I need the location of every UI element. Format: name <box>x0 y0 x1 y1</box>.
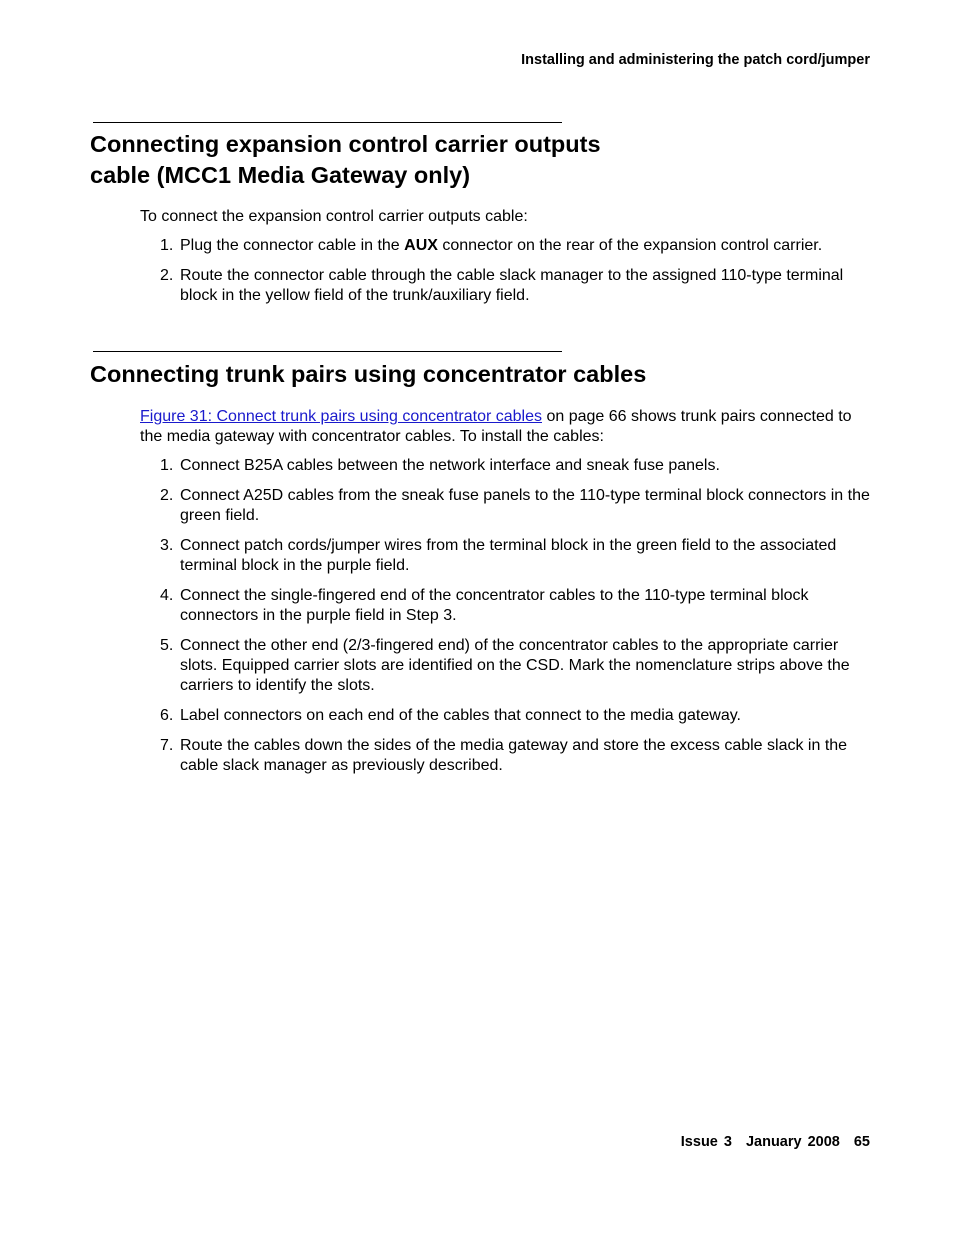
step-number: 1. <box>160 237 174 254</box>
figure-31-link[interactable]: Figure 31: Connect trunk pairs using concentrator cables <box>140 408 542 425</box>
section-body-expansion-control <box>140 207 870 306</box>
aux-connector-term: AUX <box>404 237 438 254</box>
step-text: Plug the connector cable in the AUX connector on the rear of the expansion control carrier. <box>180 237 823 254</box>
step-list <box>140 456 870 776</box>
step-text: Connect patch cords/jumper wires from the terminal block in the green field to the associated terminal block in the purple field. <box>180 537 837 574</box>
list-item <box>140 736 870 776</box>
step-number: 2. <box>160 487 174 504</box>
step-text: Connect the other end (2/3-fingered end) of the concentrator cables to the appropriate carrier slots. Equipped carrier slots are identified on the CSD. Mark the nomenclature strips above the carriers to identify the slots. <box>180 637 850 694</box>
list-item <box>140 456 870 476</box>
section-divider <box>93 351 562 352</box>
list-item <box>140 536 870 576</box>
step-list <box>140 236 870 306</box>
list-item <box>140 486 870 526</box>
section-title-line: cable (MCC1 Media Gateway only) <box>90 162 471 188</box>
step-number: 2. <box>160 267 174 284</box>
section-body-trunk-pairs <box>140 407 870 776</box>
step-number: 3. <box>160 537 174 554</box>
list-item <box>140 706 870 726</box>
issue-label: Issue 3 <box>680 1134 732 1150</box>
section-intro: Figure 31: Connect trunk pairs using concentrator cables on page 66 shows trunk pairs connected to the media gateway with concentrator cables. To install the cables: <box>140 408 852 445</box>
step-number: 5. <box>160 637 174 654</box>
step-text: Connect the single-fingered end of the concentrator cables to the 110-type terminal block connectors in the purple field in Step 3. <box>180 587 809 624</box>
step-number: 1. <box>160 457 174 474</box>
page-number: 65 <box>853 1134 870 1150</box>
list-item <box>140 236 870 256</box>
section-title-expansion-control <box>90 129 601 191</box>
section-title-trunk-pairs: Connecting trunk pairs using concentrator cables <box>90 361 647 387</box>
list-item <box>140 586 870 626</box>
step-number: 6. <box>160 707 174 724</box>
step-number: 7. <box>160 737 174 754</box>
step-text: Connect B25A cables between the network interface and sneak fuse panels. <box>180 457 720 474</box>
section-intro: To connect the expansion control carrier outputs cable: <box>140 208 528 225</box>
issue-date: January 2008 <box>745 1134 840 1150</box>
step-text: Label connectors on each end of the cables that connect to the media gateway. <box>180 707 741 724</box>
running-footer <box>681 1134 870 1150</box>
step-number: 4. <box>160 587 174 604</box>
step-text: Connect A25D cables from the sneak fuse panels to the 110-type terminal block connectors in the green field. <box>180 487 870 524</box>
running-header: Installing and administering the patch cord/jumper <box>521 52 870 68</box>
step-text: Route the connector cable through the cable slack manager to the assigned 110-type terminal block in the yellow field of the trunk/auxiliary field. <box>180 267 844 304</box>
list-item <box>140 266 870 306</box>
list-item <box>140 636 870 696</box>
step-text: Route the cables down the sides of the media gateway and store the excess cable slack in the cable slack manager as previously described. <box>180 737 848 774</box>
section-title-line: Connecting expansion control carrier outputs <box>90 131 601 157</box>
section-divider <box>93 122 562 123</box>
